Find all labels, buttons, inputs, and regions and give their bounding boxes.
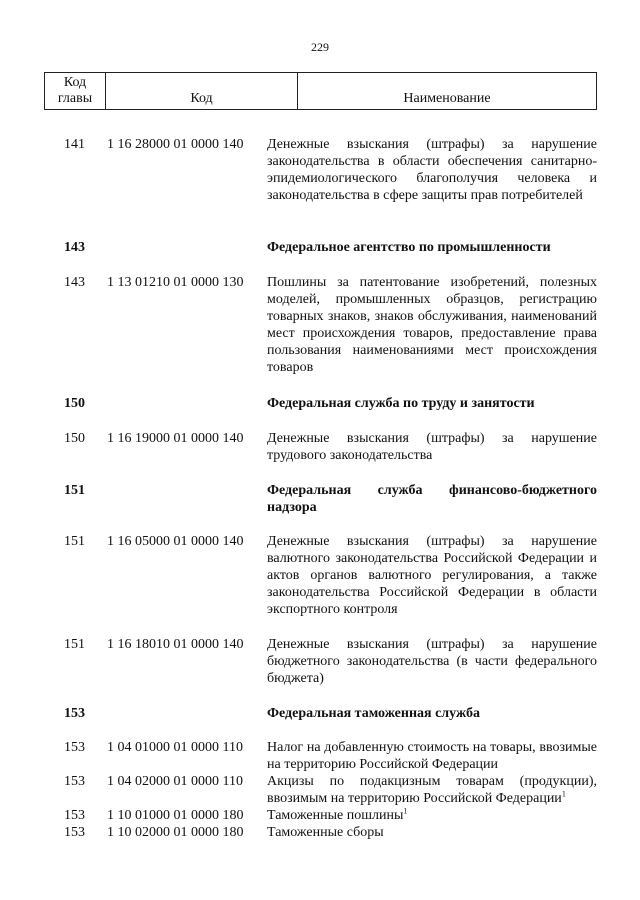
footnote-mark: 1 — [561, 789, 566, 799]
footnote-mark: 1 — [403, 806, 408, 816]
item-name-text: Таможенные пошлины — [267, 808, 404, 823]
chapter-code: 141 — [64, 137, 85, 152]
budget-code: 1 16 19000 01 0000 140 — [107, 431, 244, 446]
chapter-code: 153 — [64, 825, 85, 840]
chapter-code: 151 — [64, 483, 85, 498]
budget-code: 1 16 05000 01 0000 140 — [107, 534, 244, 549]
item-name — [267, 807, 597, 824]
item-name — [267, 773, 597, 807]
item-name: Налог на добавленную стоимость на товары, ввозимые на территорию Российской Федерации — [267, 740, 597, 772]
agency-name: Федеральная таможенная служба — [267, 706, 480, 721]
chapter-code: 151 — [64, 534, 85, 549]
item-name: Денежные взыскания (штрафы) за нарушение бюджетного законодательства (в части федерального бюджета) — [267, 637, 597, 686]
chapter-code: 150 — [64, 396, 85, 411]
budget-code: 1 16 28000 01 0000 140 — [107, 137, 244, 152]
chapter-code: 143 — [64, 240, 85, 255]
chapter-code: 143 — [64, 275, 85, 290]
chapter-code: 153 — [64, 706, 85, 721]
item-name: Пошлины за патентование изобретений, полезных моделей, промышленных образцов, регистрацию товарных знаков, знаков обслуживания, наименований мест происхождения товаров, предоставление права пользования наименованиями мест происхождения товаров — [267, 275, 597, 375]
chapter-code: 153 — [64, 774, 85, 789]
budget-code: 1 16 18010 01 0000 140 — [107, 637, 244, 652]
agency-name: Федеральная служба по труду и занятости — [267, 396, 535, 411]
table-header — [44, 72, 597, 110]
chapter-code: 153 — [64, 808, 85, 823]
budget-code: 1 10 02000 01 0000 180 — [107, 825, 244, 840]
budget-code: 1 13 01210 01 0000 130 — [107, 275, 244, 290]
item-name-text: Акцизы по подакцизным товарам (продукции), ввозимым на территорию Российской Федерации — [267, 774, 597, 806]
agency-name: Федеральная служба финансово-бюджетного надзора — [267, 483, 597, 515]
chapter-code: 153 — [64, 740, 85, 755]
item-name: Таможенные сборы — [267, 825, 384, 840]
budget-code: 1 04 02000 01 0000 110 — [107, 774, 243, 789]
item-name: Денежные взыскания (штрафы) за нарушение валютного законодательства Российской Федерации и актов органов валютного регулирования, а также законодательства Российской Федерации в области экспортного контроля — [267, 534, 597, 617]
agency-name: Федеральное агентство по промышленности — [267, 240, 551, 255]
budget-code: 1 04 01000 01 0000 110 — [107, 740, 243, 755]
header-name: Наименование — [403, 91, 491, 106]
header-chapter-code: Код главы — [45, 73, 106, 109]
chapter-code: 151 — [64, 637, 85, 652]
item-name: Денежные взыскания (штрафы) за нарушение законодательства в области обеспечения санитарно-эпидемиологического благополучия человека и законодательства в сфере защиты прав потребителей — [267, 137, 597, 203]
budget-code: 1 10 01000 01 0000 180 — [107, 808, 244, 823]
chapter-code: 150 — [64, 431, 85, 446]
header-code: Код — [106, 73, 298, 109]
item-name: Денежные взыскания (штрафы) за нарушение трудового законодательства — [267, 431, 597, 463]
page-number: 229 — [311, 40, 329, 54]
